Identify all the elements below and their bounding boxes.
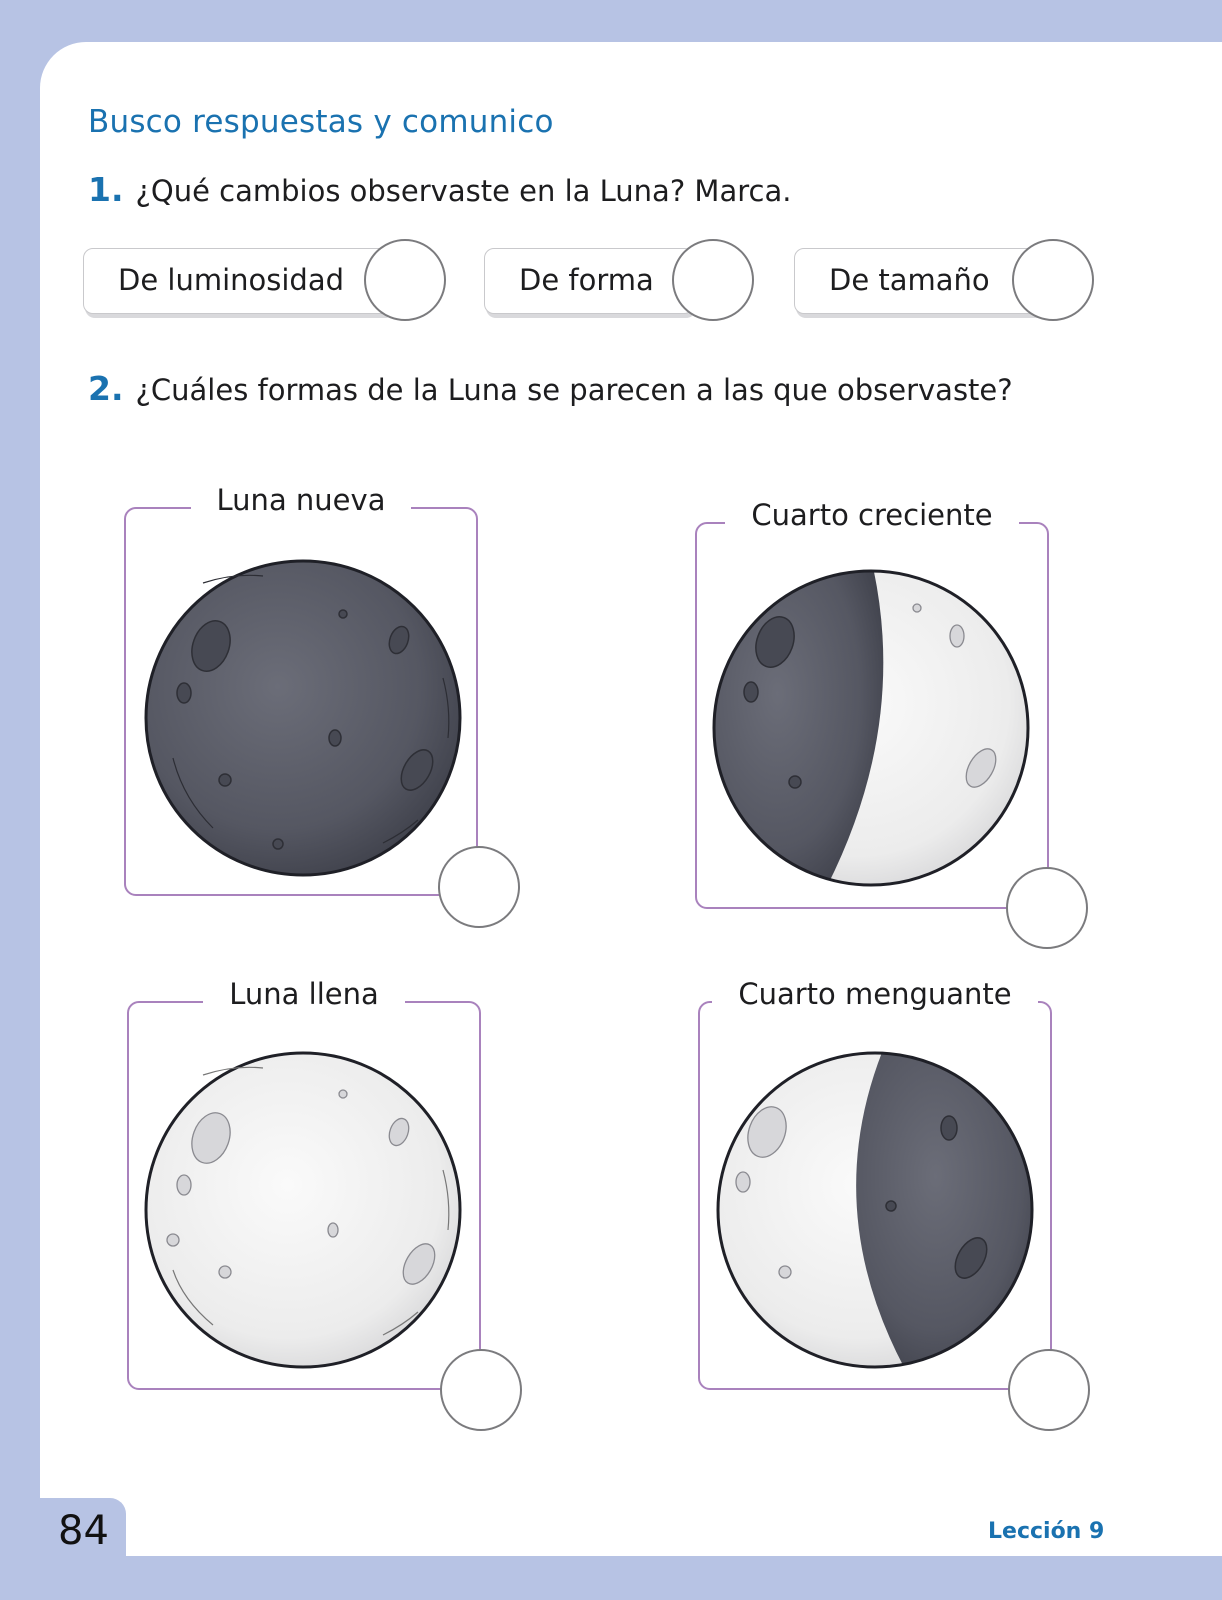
question-1	[88, 170, 791, 209]
option-size	[794, 248, 1046, 314]
new-moon-checkbox[interactable]	[438, 846, 520, 928]
question-2	[88, 369, 1013, 408]
full-moon-checkbox[interactable]	[440, 1349, 522, 1431]
option-luminosity-checkbox[interactable]	[364, 239, 446, 321]
option-luminosity-label: De luminosidad	[118, 263, 345, 297]
first-quarter-moon-icon	[711, 568, 1031, 888]
new-moon-icon	[143, 558, 463, 878]
option-shape-label: De forma	[519, 263, 654, 297]
question-1-number: 1.	[88, 170, 124, 209]
option-shape-checkbox[interactable]	[672, 239, 754, 321]
phase-label-last-quarter: Cuarto menguante	[712, 977, 1037, 1011]
question-2-number: 2.	[88, 369, 124, 408]
full-moon-icon	[143, 1050, 463, 1370]
last-quarter-moon-icon	[715, 1050, 1035, 1370]
question-1-text: ¿Qué cambios observaste en la Luna? Marca.	[135, 174, 792, 208]
last-quarter-checkbox[interactable]	[1008, 1349, 1090, 1431]
phase-label-full-moon: Luna llena	[203, 977, 405, 1011]
option-size-checkbox[interactable]	[1012, 239, 1094, 321]
phase-label-first-quarter: Cuarto creciente	[725, 498, 1018, 532]
page-number: 84	[58, 1508, 109, 1554]
option-shape	[484, 248, 694, 314]
option-size-label: De tamaño	[829, 263, 990, 297]
option-luminosity	[83, 248, 393, 314]
section-title: Busco respuestas y comunico	[88, 104, 554, 140]
phase-label-new-moon: Luna nueva	[191, 483, 412, 517]
lesson-label: Lección 9	[988, 1519, 1105, 1544]
question-2-text: ¿Cuáles formas de la Luna se parecen a las que observaste?	[135, 373, 1013, 407]
first-quarter-checkbox[interactable]	[1006, 867, 1088, 949]
